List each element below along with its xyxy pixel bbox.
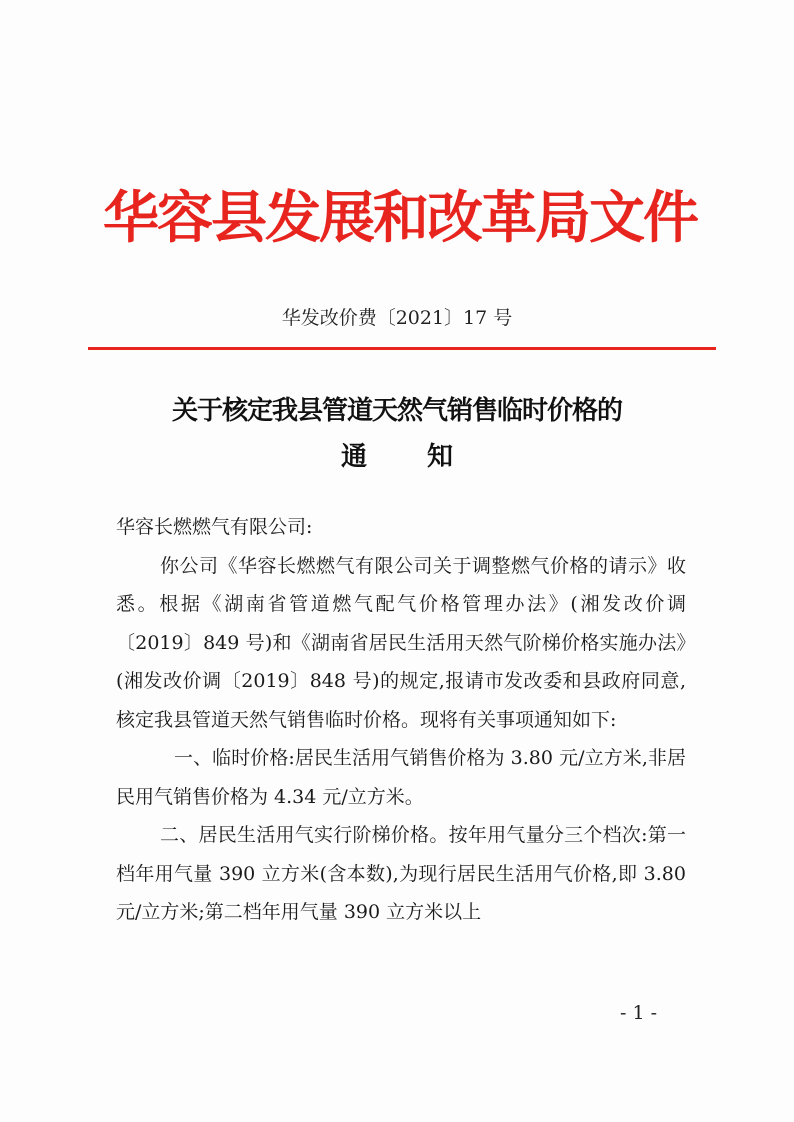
notice-title	[80, 388, 714, 480]
notice-body	[116, 508, 686, 932]
body-paragraph-1: 你公司《华容长燃燃气有限公司关于调整燃气价格的请示》收悉。根据《湖南省管道燃气配气价格管理办法》(湘发改价调〔2019〕849 号)和《湖南省居民生活用天然气阶梯价格实施办法》(湘发改价调〔2019〕848 号)的规定,报请市发改委和县政府同意,核定我县管道天然气销售临时价格。现将有关事项通知如下:	[116, 554, 686, 731]
issuing-authority-header: 华容县发展和改革局文件	[103, 185, 697, 251]
body-paragraph-2: 一、临时价格:居民生活用气销售价格为 3.80 元/立方米,非居民用气销售价格为 4.34 元/立方米。	[116, 747, 686, 808]
red-separator-line	[88, 347, 716, 350]
page-number: - 1 -	[620, 1002, 658, 1024]
notice-title-line-2: 通知	[340, 442, 513, 472]
notice-title-line-1: 关于核定我县管道天然气销售临时价格的	[171, 396, 622, 426]
salutation: 华容长燃燃气有限公司:	[116, 516, 313, 538]
document-number: 华发改价费〔2021〕17 号	[281, 307, 513, 329]
body-paragraph-3: 二、居民生活用气实行阶梯价格。按年用气量分三个档次:第一档年用气量 390 立方米(含本数),为现行居民生活用气价格,即 3.80 元/立方米;第二档年用气量 390 立方米以上	[116, 824, 686, 923]
